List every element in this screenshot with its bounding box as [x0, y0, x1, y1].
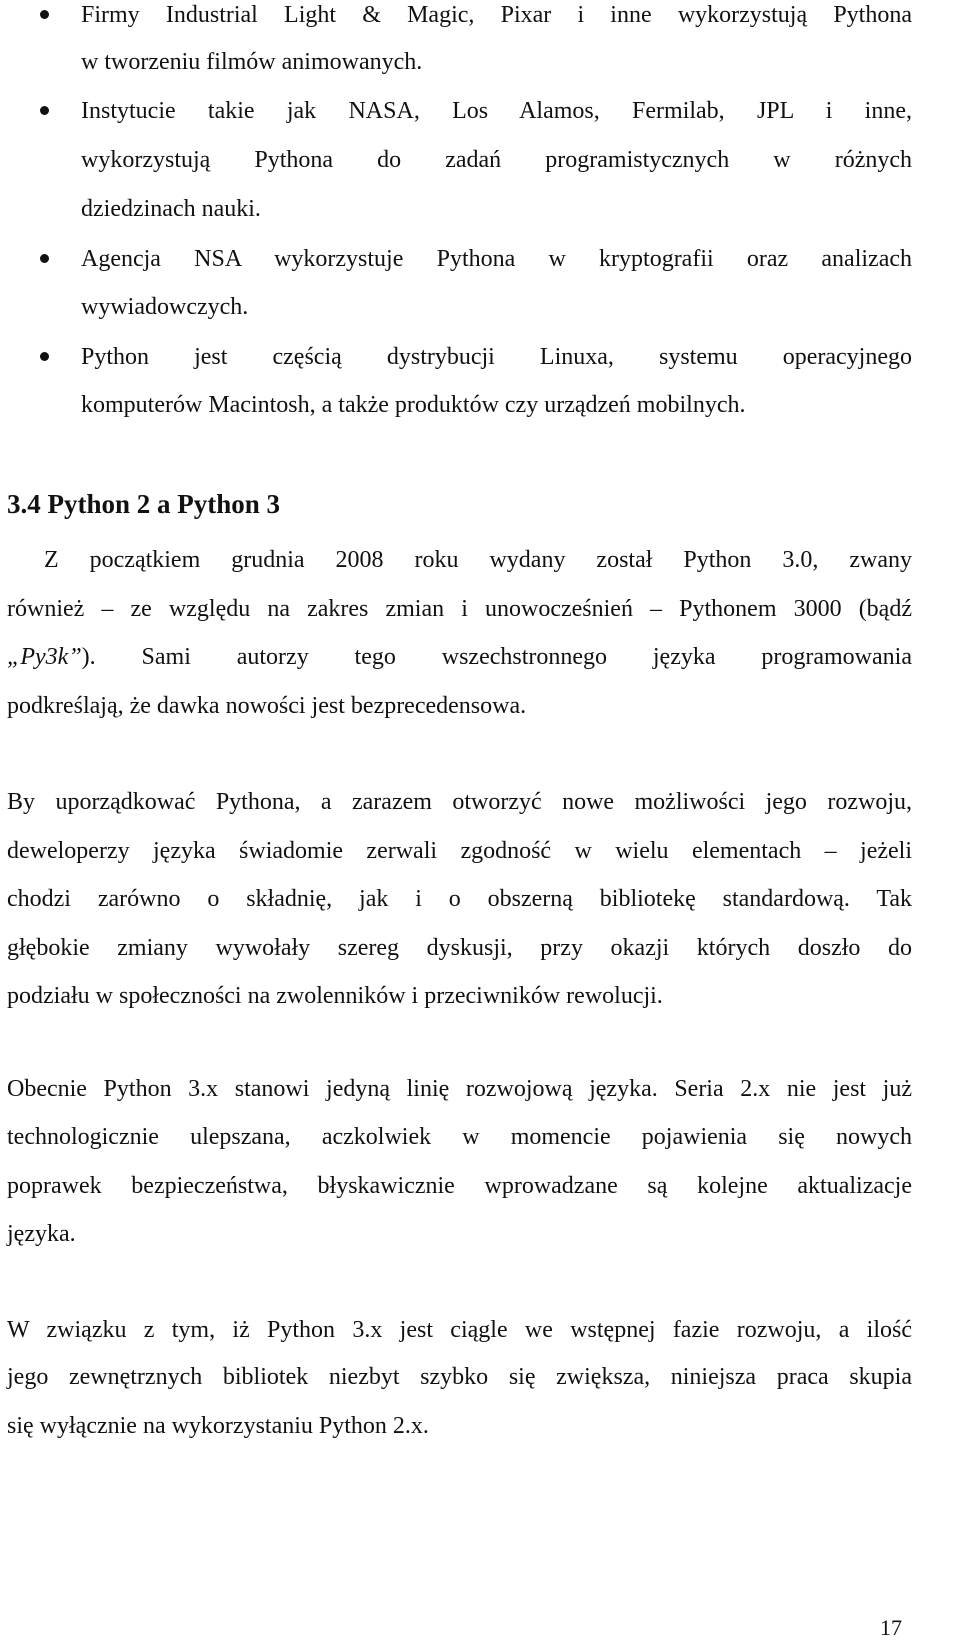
- paragraph-line: również – ze względu na zakres zmian i unowocześnień – Pythonem 3000 (bądź: [7, 596, 912, 622]
- paragraph-line-rest: ). Sami autorzy tego wszechstronnego języka programowania: [81, 644, 912, 670]
- paragraph-line: chodzi zarówno o składnię, jak i o obszerną bibliotekę standardową. Tak: [7, 886, 912, 912]
- paragraph-line: podkreślają, że dawka nowości jest bezprecedensowa.: [7, 693, 527, 719]
- paragraph-line: [7, 642, 912, 672]
- bullet-line: wywiadowczych.: [81, 294, 249, 320]
- paragraph-line: się wyłącznie na wykorzystaniu Python 2.x.: [7, 1413, 429, 1439]
- bullet-marker: [40, 10, 49, 19]
- bullet-line: dziedzinach nauki.: [81, 196, 261, 222]
- bullet-line: komputerów Macintosh, a także produktów czy urządzeń mobilnych.: [81, 392, 746, 418]
- bullet-line: Python jest częścią dystrybucji Linuxa, systemu operacyjnego: [81, 344, 912, 370]
- bullet-marker: [40, 106, 49, 115]
- paragraph-line: By uporządkować Pythona, a zarazem otworzyć nowe możliwości jego rozwoju,: [7, 789, 912, 815]
- bullet-marker: [40, 254, 49, 263]
- paragraph-line: głębokie zmiany wywołały szereg dyskusji, przy okazji których doszło do: [7, 935, 912, 961]
- bullet-line: Agencja NSA wykorzystuje Pythona w kryptografii oraz analizach: [81, 246, 912, 272]
- paragraph-line: deweloperzy języka świadomie zerwali zgodność w wielu elementach – jeżeli: [7, 838, 912, 864]
- paragraph-line: podziału w społeczności na zwolenników i przeciwników rewolucji.: [7, 983, 663, 1009]
- py3k-term: „Py3k”: [7, 644, 82, 670]
- bullet-line: w tworzeniu filmów animowanych.: [81, 49, 423, 75]
- section-heading: 3.4 Python 2 a Python 3: [7, 489, 281, 519]
- page-number: 17: [880, 1615, 902, 1640]
- bullet-line: wykorzystują Pythona do zadań programistycznych w różnych: [81, 147, 912, 173]
- paragraph-line: poprawek bezpieczeństwa, błyskawicznie wprowadzane są kolejne aktualizacje: [7, 1173, 912, 1199]
- paragraph-line: jego zewnętrznych bibliotek niezbyt szybko się zwiększa, niniejsza praca skupia: [7, 1364, 912, 1390]
- paragraph-line: języka.: [7, 1221, 76, 1247]
- paragraph-line: Z początkiem grudnia 2008 roku wydany został Python 3.0, zwany: [44, 547, 912, 573]
- paragraph-line: W związku z tym, iż Python 3.x jest ciągle we wstępnej fazie rozwoju, a ilość: [7, 1317, 912, 1343]
- paragraph-line: Obecnie Python 3.x stanowi jedyną linię rozwojową języka. Seria 2.x nie jest już: [7, 1076, 912, 1102]
- paragraph-line: technologicznie ulepszana, aczkolwiek w momencie pojawienia się nowych: [7, 1124, 912, 1150]
- bullet-line: Instytucie takie jak NASA, Los Alamos, Fermilab, JPL i inne,: [81, 98, 912, 124]
- bullet-line: Firmy Industrial Light & Magic, Pixar i inne wykorzystują Pythona: [81, 2, 912, 28]
- bullet-marker: [40, 352, 49, 361]
